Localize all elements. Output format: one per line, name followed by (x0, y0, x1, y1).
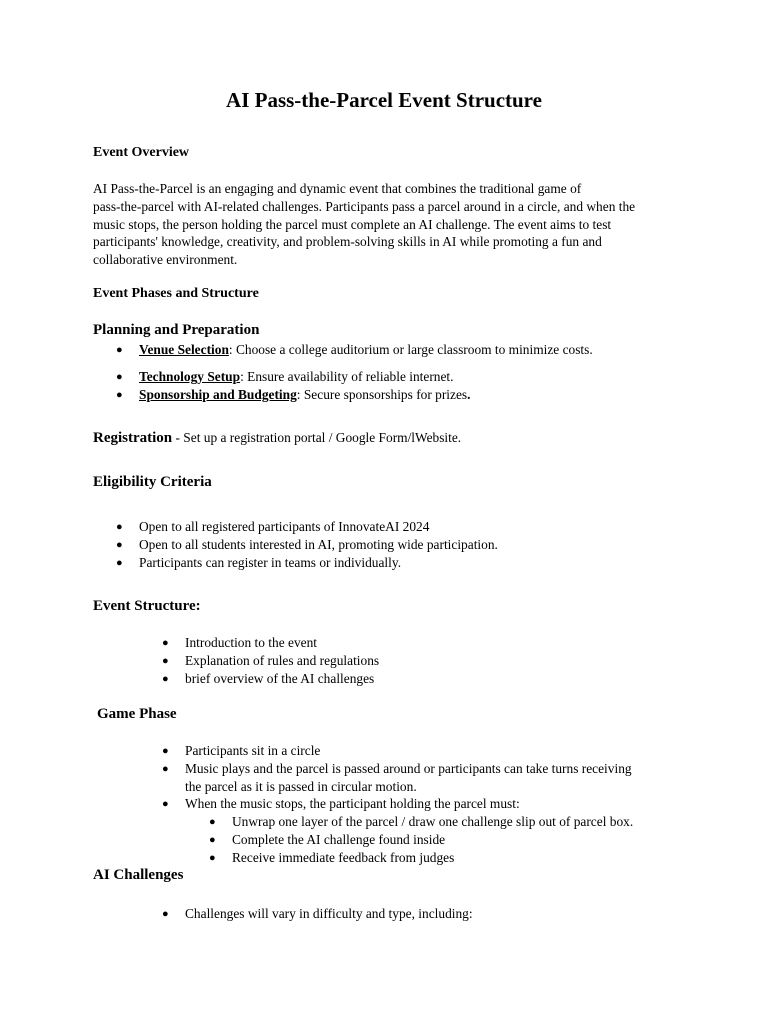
list-item (139, 342, 593, 358)
bullet-icon: ● (209, 834, 216, 846)
list-item-text: : Choose a college auditorium or large classroom to minimize costs. (228, 342, 593, 357)
list-item: Music plays and the parcel is passed around or participants can take turns receiving (185, 761, 632, 776)
bullet-icon: ● (209, 852, 216, 864)
overview-line: collaborative environment. (93, 252, 238, 268)
bullet-icon: ● (116, 371, 123, 383)
overview-line: pass-the-parcel with AI-related challenges. Participants pass a parcel around in a circle, and when the (93, 198, 636, 214)
list-item: Introduction to the event (185, 635, 318, 650)
bullet-icon: ● (162, 763, 169, 775)
overview-line: participants' knowledge, creativity, and problem-solving skills in AI while promoting a fun and (93, 234, 602, 250)
challenges-heading: AI Challenges (93, 867, 184, 883)
list-item (139, 369, 454, 385)
planning-heading: Planning and Preparation (93, 322, 260, 338)
registration-label: Registration (93, 430, 173, 446)
bullet-icon: ● (209, 816, 216, 828)
registration-line (93, 429, 461, 447)
game-heading: Game Phase (97, 706, 177, 722)
list-item-text: : Secure sponsorships for prizes (296, 387, 468, 402)
list-item: Open to all students interested in AI, promoting wide participation. (139, 537, 498, 552)
list-item-term: Sponsorship and Budgeting (139, 387, 297, 402)
bullet-icon: ● (116, 521, 123, 533)
list-item-continuation: the parcel as it is passed in circular motion. (185, 779, 417, 794)
structure-heading: Event Structure: (93, 598, 201, 614)
bullet-icon: ● (162, 673, 169, 685)
list-item: Participants sit in a circle (185, 743, 321, 758)
list-item (139, 387, 470, 403)
sub-list-item: Unwrap one layer of the parcel / draw one challenge slip out of parcel box. (232, 814, 634, 829)
eligibility-heading: Eligibility Criteria (93, 474, 212, 490)
overview-heading: Event Overview (93, 145, 190, 160)
registration-text: - Set up a registration portal / Google Form/lWebsite. (172, 430, 462, 445)
list-item: When the music stops, the participant holding the parcel must: (185, 796, 520, 811)
overview-line: AI Pass-the-Parcel is an engaging and dynamic event that combines the traditional game of (93, 181, 582, 196)
list-item-term: Technology Setup (139, 369, 241, 384)
sub-list-item: Complete the AI challenge found inside (232, 832, 446, 847)
bullet-icon: ● (162, 655, 169, 667)
overview-paragraph (93, 180, 635, 269)
list-item: Challenges will vary in difficulty and type, including: (185, 906, 473, 921)
phases-heading: Event Phases and Structure (93, 286, 259, 301)
bullet-icon: ● (162, 637, 169, 649)
sub-list-item: Receive immediate feedback from judges (232, 850, 455, 865)
bullet-icon: ● (116, 389, 123, 401)
list-item: brief overview of the AI challenges (185, 671, 375, 686)
list-item-term: Venue Selection (139, 342, 229, 357)
list-item: Explanation of rules and regulations (185, 653, 380, 668)
bullet-icon: ● (162, 798, 169, 810)
overview-line: music stops, the person holding the parcel must complete an AI challenge. The event aims to test (93, 216, 612, 232)
bullet-icon: ● (116, 344, 123, 356)
list-item-text: : Ensure availability of reliable internet. (240, 369, 454, 384)
bullet-icon: ● (116, 539, 123, 551)
list-item: Participants can register in teams or individually. (139, 555, 402, 570)
list-item: Open to all registered participants of InnovateAI 2024 (139, 519, 430, 534)
list-item-end: . (467, 387, 471, 402)
page-title: AI Pass-the-Parcel Event Structure (226, 88, 542, 112)
bullet-icon: ● (162, 745, 169, 757)
bullet-icon: ● (116, 557, 123, 569)
bullet-icon: ● (162, 908, 169, 920)
